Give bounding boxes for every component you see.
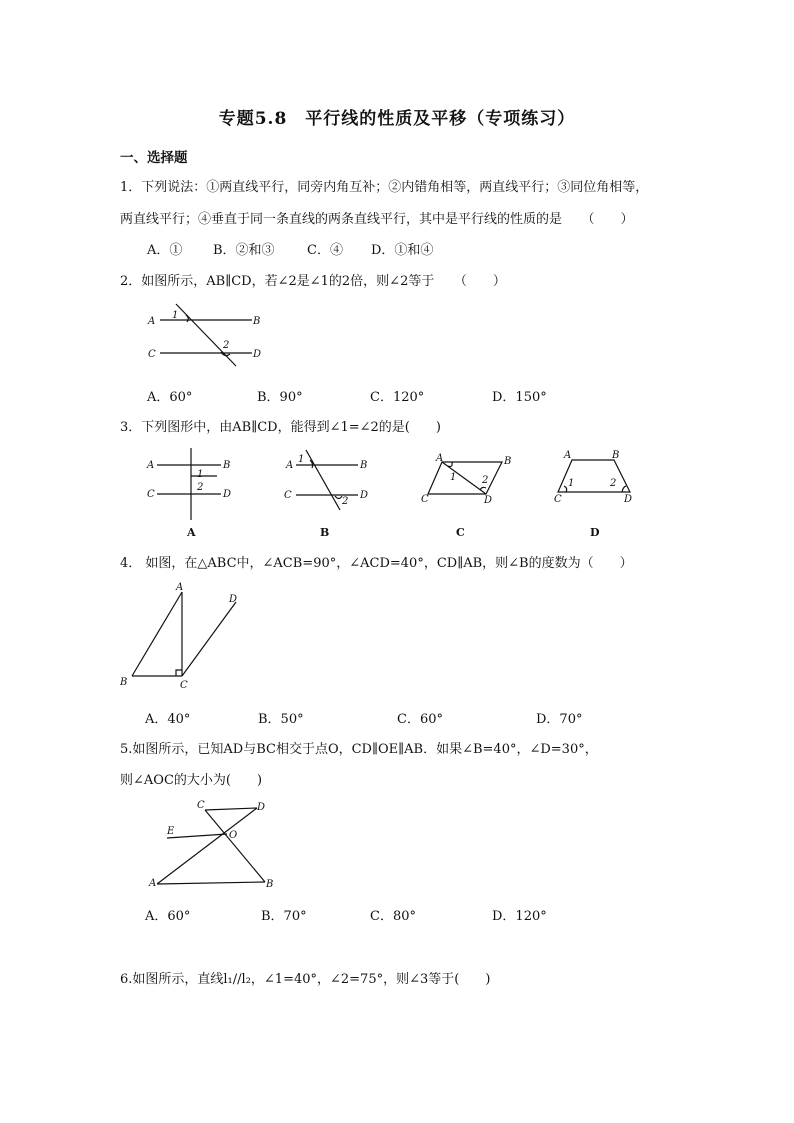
q3-figure-a [145, 446, 245, 541]
q5-option-b: B．70° [261, 909, 307, 924]
label-c: C [197, 800, 205, 811]
label-d: D [223, 489, 232, 500]
label-b: B [504, 456, 512, 467]
q2-text: 2．如图所示，AB∥CD，若∠2是∠1的2倍，则∠2等于 （ ） [120, 274, 506, 289]
label-c: C [421, 494, 429, 505]
label-angle-2: 2 [197, 482, 204, 493]
label-a: A [149, 878, 157, 889]
label-angle-1: 1 [450, 472, 457, 483]
q2-option-c: C．120° [370, 390, 425, 405]
label-d: D [257, 802, 266, 813]
label-a: A [147, 460, 155, 471]
label-angle-2: 2 [223, 340, 230, 351]
figure-label-b: B [320, 526, 330, 539]
q4-text: 4． 如图，在△ABC中，∠ACB=90°，∠ACD=40°，CD∥AB，则∠B的度数为（ ） [120, 556, 633, 571]
label-d: D [624, 494, 633, 505]
label-angle-1: 1 [197, 469, 204, 480]
label-c: C [180, 680, 188, 691]
label-angle-1: 1 [568, 478, 575, 489]
q5-figure [145, 796, 285, 894]
label-d: D [360, 490, 369, 501]
q1-option-c: C．④ [307, 243, 343, 258]
label-a: A [564, 450, 572, 461]
q1-option-b: B．②和③ [213, 243, 275, 258]
angle-1-arc [186, 315, 188, 322]
figure-label-d: D [590, 526, 600, 539]
label-a: A [286, 460, 294, 471]
q3-figure-d [550, 446, 650, 541]
q4-option-d: D．70° [536, 712, 583, 727]
figure-label-c: C [456, 526, 465, 539]
label-a: A [176, 582, 184, 593]
section-heading: 一、选择题 [120, 150, 188, 166]
label-b: B [223, 460, 231, 471]
q3-text: 3．下列图形中，由AB∥CD，能得到∠1=∠2的是( ) [120, 420, 441, 435]
q4-option-a: A．40° [145, 712, 191, 727]
q5-text-line-1: 5.如图所示，已知AD与BC相交于点O，CD∥OE∥AB．如果∠B=40°，∠D=30°， [120, 742, 598, 757]
label-a: A [436, 453, 444, 464]
label-b: B [360, 460, 368, 471]
label-c: C [554, 494, 562, 505]
label-c: C [148, 349, 156, 360]
label-b: B [253, 316, 261, 327]
label-c: C [284, 490, 292, 501]
label-d: D [484, 495, 493, 506]
q1-option-a: A．① [147, 243, 183, 258]
label-e: E [167, 826, 175, 837]
label-b: B [612, 450, 620, 461]
q5-option-d: D．120° [492, 909, 547, 924]
q5-option-c: C．80° [370, 909, 416, 924]
page-title: 专题5.8 平行线的性质及平移（专项练习） [218, 109, 576, 129]
q6-text: 6.如图所示，直线l₁//l₂，∠1=40°，∠2=75°，则∠3等于( ) [120, 972, 491, 987]
label-angle-1: 1 [172, 310, 179, 321]
label-c: C [147, 489, 155, 500]
figure-label-a: A [187, 526, 196, 539]
transversal [176, 304, 236, 366]
q3-figure-b [280, 446, 380, 541]
q1-option-d: D．①和④ [371, 243, 434, 258]
label-a: A [148, 316, 156, 327]
label-o: O [229, 830, 238, 841]
label-angle-2: 2 [482, 475, 489, 486]
q1-text-line-1: 1．下列说法：①两直线平行，同旁内角互补；②内错角相等，两直线平行；③同位角相等， [120, 180, 649, 195]
q4-figure [118, 578, 248, 693]
q3-figure-c [420, 446, 520, 541]
q5-option-a: A．60° [145, 909, 191, 924]
label-d: D [253, 349, 262, 360]
label-angle-2: 2 [610, 478, 617, 489]
q2-option-d: D．150° [492, 390, 547, 405]
label-b: B [120, 677, 128, 688]
q4-option-b: B．50° [258, 712, 304, 727]
label-d: D [229, 594, 238, 605]
label-angle-1: 1 [298, 454, 305, 465]
q2-figure [140, 298, 280, 373]
q4-option-c: C．60° [397, 712, 443, 727]
q5-text-line-2: 则∠AOC的大小为( ) [120, 773, 263, 788]
q2-option-a: A．60° [147, 390, 193, 405]
label-angle-2: 2 [342, 496, 349, 507]
q1-text-line-2: 两直线平行；④垂直于同一条直线的两条直线平行，其中是平行线的性质的是 （ ） [120, 212, 634, 227]
q2-option-b: B．90° [257, 390, 303, 405]
label-b: B [266, 879, 274, 890]
